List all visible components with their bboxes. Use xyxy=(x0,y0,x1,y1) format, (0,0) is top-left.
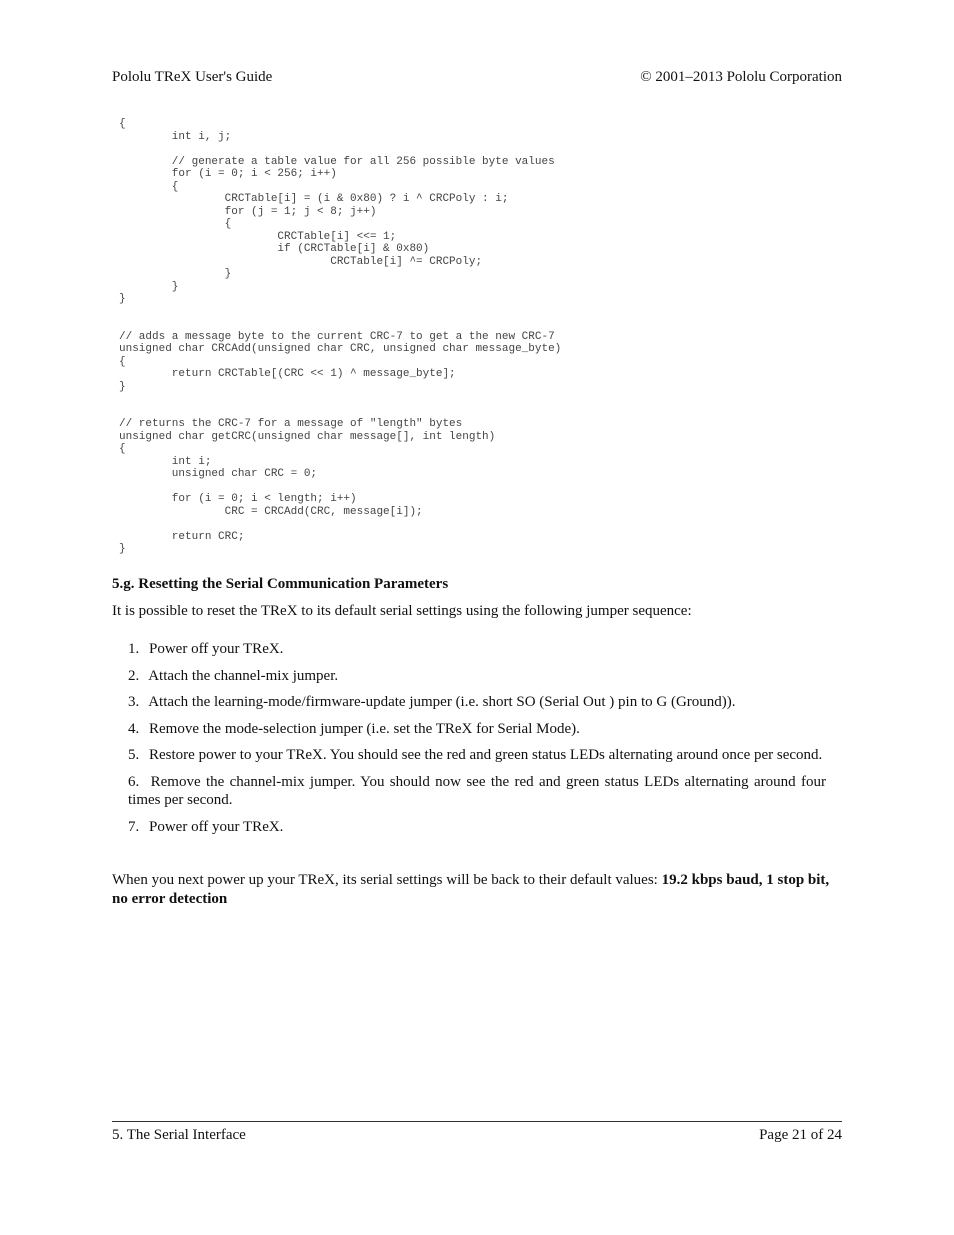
code-line xyxy=(119,393,839,406)
code-line: for (i = 0; i < 256; i++) xyxy=(119,168,337,180)
list-item xyxy=(128,818,826,837)
list-item-number: 7. xyxy=(128,818,140,835)
chapter-title: 5. The Serial Interface xyxy=(112,1127,246,1143)
copyright-notice: © 2001–2013 Pololu Corporation xyxy=(640,69,842,85)
page-footer xyxy=(112,1127,842,1147)
list-item-text: Remove the mode-selection jumper (i.e. set the TReX for Serial Mode). xyxy=(149,720,580,737)
closing-text: When you next power up your TReX, its serial settings will be back to their default values: xyxy=(112,872,662,888)
page-number: Page 21 of 24 xyxy=(759,1127,842,1143)
list-item-number: 5. xyxy=(128,747,140,763)
code-line: { xyxy=(119,180,179,193)
footer-divider xyxy=(112,1121,842,1122)
code-line: return CRCTable[(CRC << 1) ^ message_byte]; xyxy=(119,368,456,380)
code-line xyxy=(119,143,839,156)
code-line xyxy=(119,406,839,419)
list-item xyxy=(128,693,826,712)
section-heading: 5.g. Resetting the Serial Communication Parameters xyxy=(112,576,449,592)
list-item-text: Power off your TReX. xyxy=(149,818,284,835)
code-line xyxy=(119,306,839,319)
code-line: CRC = CRCAdd(CRC, message[i]); xyxy=(119,505,423,518)
code-line: CRCTable[i] ^= CRCPoly; xyxy=(119,255,483,268)
list-item xyxy=(128,667,826,686)
document-title: Pololu TReX User's Guide xyxy=(112,69,273,85)
section-intro: It is possible to reset the TReX to its default serial settings using the following jumper sequence: xyxy=(112,603,692,619)
code-line: if (CRCTable[i] & 0x80) xyxy=(119,243,430,255)
code-listing xyxy=(119,118,839,556)
list-item-text: Restore power to your TReX. You should see the red and green status LEDs alternating around once per second. xyxy=(149,747,823,763)
code-line: { xyxy=(119,118,126,130)
code-line: } xyxy=(119,280,179,293)
code-line: return CRC; xyxy=(119,530,245,543)
code-line xyxy=(119,318,839,331)
default-values: 19.2 kbps baud, 1 stop bit, no error detection xyxy=(112,872,830,907)
code-line: { xyxy=(119,218,232,230)
code-line: CRCTable[i] = (i & 0x80) ? i ^ CRCPoly : i; xyxy=(119,193,509,205)
code-line: } xyxy=(119,268,232,280)
list-item-text: Attach the channel-mix jumper. xyxy=(148,667,339,684)
code-line: { xyxy=(119,443,126,455)
list-item-number: 6. xyxy=(128,773,140,790)
code-line: unsigned char CRC = 0; xyxy=(119,468,318,480)
jumper-sequence-list xyxy=(128,640,826,844)
code-line: unsigned char CRCAdd(unsigned char CRC, unsigned char message_byte) xyxy=(119,343,562,355)
code-line: for (i = 0; i < length; i++) xyxy=(119,493,357,505)
list-item xyxy=(128,746,826,765)
list-item-text: Remove the channel-mix jumper. You should now see the red and green status LEDs alternating around four times per second. xyxy=(128,773,827,808)
code-line: // generate a table value for all 256 possible byte values xyxy=(119,155,555,168)
code-line: unsigned char getCRC(unsigned char message[], int length) xyxy=(119,430,496,443)
code-line xyxy=(119,481,839,494)
code-line: } xyxy=(119,543,126,555)
list-item-text: Power off your TReX. xyxy=(149,641,284,657)
list-item-number: 2. xyxy=(128,667,140,684)
page-header xyxy=(112,69,842,89)
code-line: int i; xyxy=(119,455,212,468)
code-line: { xyxy=(119,355,126,368)
code-line: // adds a message byte to the current CRC-7 to get a the new CRC-7 xyxy=(119,330,555,343)
code-line: // returns the CRC-7 for a message of "length" bytes xyxy=(119,418,463,430)
code-line: } xyxy=(119,293,126,305)
list-item-number: 3. xyxy=(128,694,140,710)
list-item xyxy=(128,773,826,810)
list-item xyxy=(128,640,826,659)
code-line: } xyxy=(119,380,126,393)
code-line: int i, j; xyxy=(119,130,232,143)
closing-paragraph xyxy=(112,871,842,908)
code-line xyxy=(119,518,839,531)
list-item-number: 1. xyxy=(128,641,140,657)
list-item xyxy=(128,720,826,739)
list-item-number: 4. xyxy=(128,720,140,737)
code-line: CRCTable[i] <<= 1; xyxy=(119,230,397,243)
code-line: for (j = 1; j < 8; j++) xyxy=(119,205,377,218)
list-item-text: Attach the learning-mode/firmware-update jumper (i.e. short SO (Serial Out ) pin to G (Ground)). xyxy=(148,694,736,710)
